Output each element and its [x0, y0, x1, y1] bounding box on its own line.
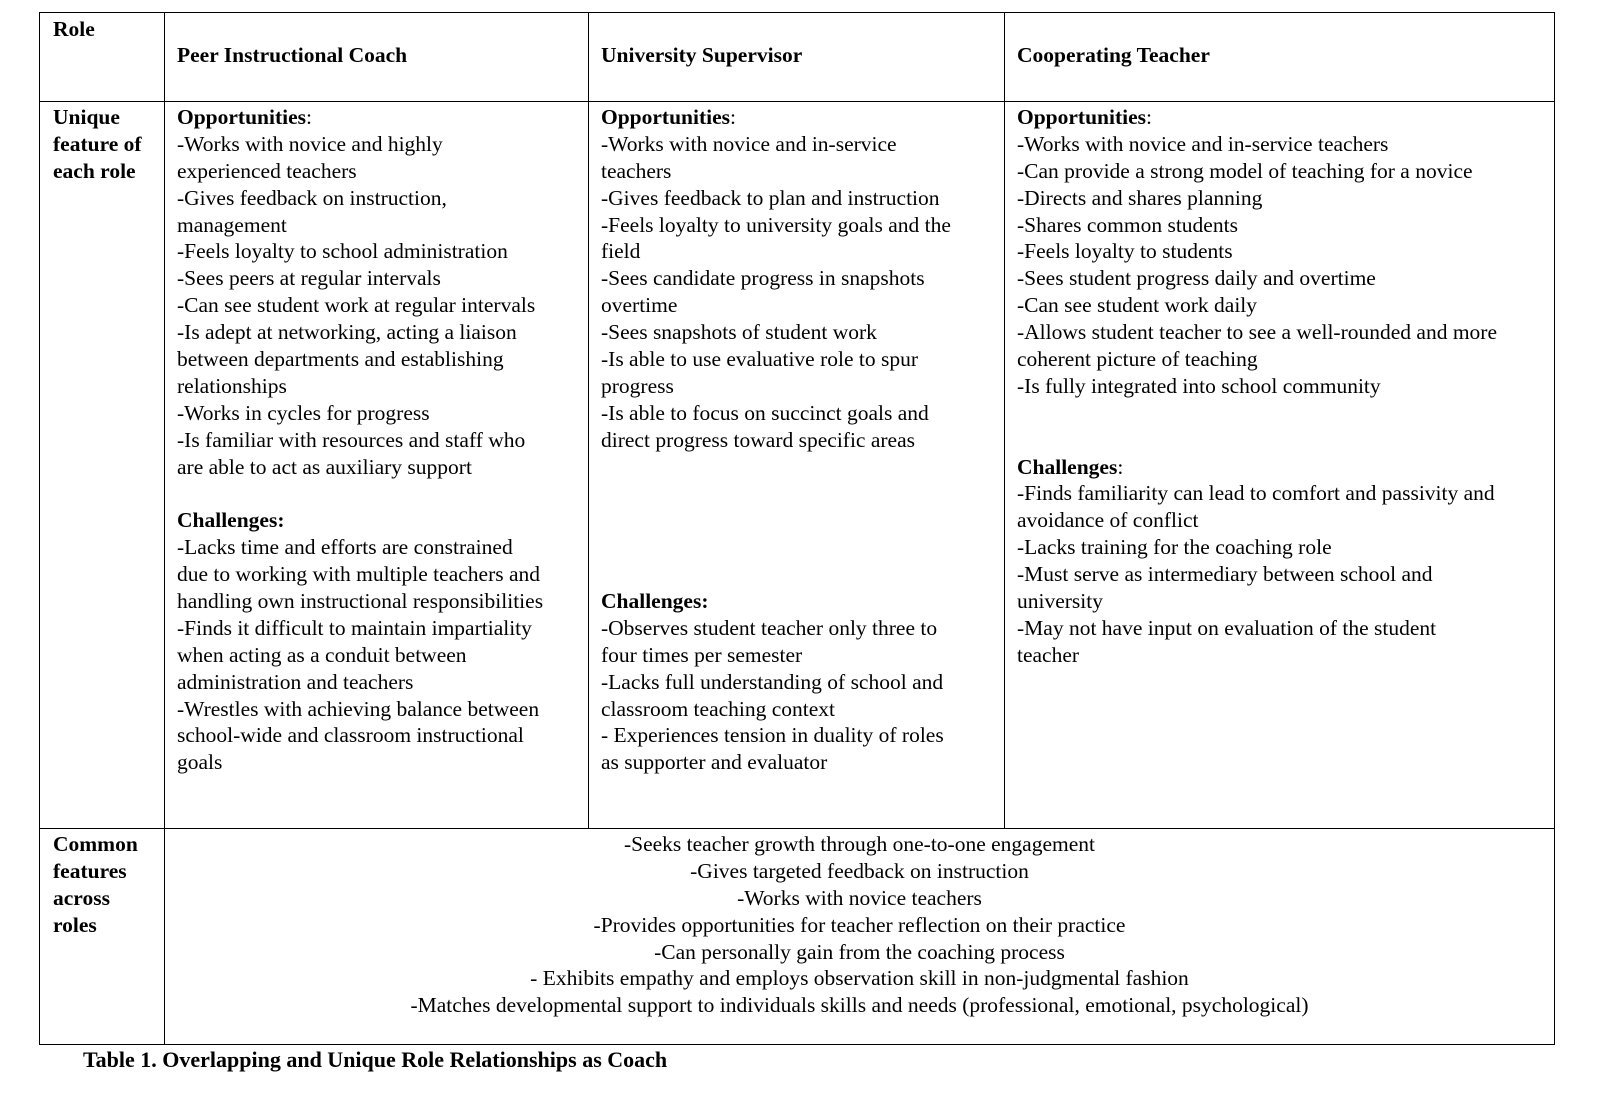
list-item: experienced teachers	[177, 158, 357, 183]
supervisor-header: University Supervisor	[601, 43, 803, 67]
list-item: -Shares common students	[1017, 212, 1238, 237]
list-item: -Lacks time and efforts are constrained	[177, 535, 513, 560]
list-item: -Is familiar with resources and staff who	[177, 427, 526, 452]
list-item: classroom teaching context	[601, 696, 836, 721]
list-item: avoidance of conflict	[1017, 508, 1199, 533]
list-item: field	[601, 239, 641, 264]
list-item: -Lacks full understanding of school and	[601, 669, 944, 694]
list-item: -Is able to focus on succinct goals and	[601, 400, 929, 425]
peer-coach-cell: Opportunities: -Works with novice and highly experienced teachers -Gives feedback on instruction, management -Feels loyalty to school administration -Sees peers at regular intervals -Can see student work at regular intervals -Is adept at networking, acting a liaison between departments and establishing relationships -Works in cycles for progress -Is familiar with resources and staff who are able to act as auxiliary support Challenges: -Lacks time and efforts are constrained due to working with multiple teachers and handling own instructional responsibilities -Finds it difficult to maintain impartiality when acting as a conduit between administration and teachers -Wrestles with achieving balance between school-wide and classroom instructional goals	[177, 105, 544, 775]
list-item: -Must serve as intermediary between school and	[1017, 562, 1433, 587]
list-item: -Can see student work daily	[1017, 293, 1258, 318]
list-item: -Directs and shares planning	[1017, 185, 1263, 210]
list-item: goals	[177, 750, 223, 775]
list-item: administration and teachers	[177, 669, 414, 694]
opportunities-heading: Opportunities	[601, 105, 731, 129]
list-item: -Wrestles with achieving balance between	[177, 696, 540, 721]
list-item: -Can provide a strong model of teaching for a novice	[1017, 158, 1473, 183]
list-item: -Gives feedback to plan and instruction	[601, 185, 940, 210]
list-item: -Observes student teacher only three to	[601, 615, 938, 640]
list-item: direct progress toward specific areas	[601, 427, 915, 452]
list-item: -Seeks teacher growth through one-to-one engagement	[623, 832, 1096, 856]
list-item: -Feels loyalty to students	[1017, 239, 1233, 264]
list-item: four times per semester	[601, 642, 803, 667]
unique-feature-label: Unique feature of each role	[53, 105, 142, 183]
list-item: -Feels loyalty to school administration	[177, 239, 508, 264]
peer-coach-header: Peer Instructional Coach	[177, 43, 408, 67]
list-item: coherent picture of teaching	[1017, 347, 1258, 372]
challenges-heading: Challenges:	[601, 589, 709, 614]
list-item: teachers	[601, 158, 672, 183]
list-item: -Gives targeted feedback on instruction	[690, 858, 1029, 883]
supervisor-cell: Opportunities: -Works with novice and in-service teachers -Gives feedback to plan and instruction -Feels loyalty to university goals and the field -Sees candidate progress in snapshots overtime -Sees snapshots of student work -Is able to use evaluative role to spur progress -Is able to focus on succinct goals and direct progress toward specific areas Challenges: -Observes student teacher only three to four times per semester -Lacks full understanding of school and classroom teaching context - Experiences tension in duality of roles as supporter and evaluator	[601, 105, 951, 775]
list-item: -Feels loyalty to university goals and the	[601, 212, 951, 237]
list-item: -Lacks training for the coaching role	[1017, 535, 1332, 560]
list-item: due to working with multiple teachers and	[177, 562, 541, 587]
list-item: -May not have input on evaluation of the student	[1017, 615, 1437, 640]
opportunities-heading: Opportunities	[177, 105, 307, 129]
list-item: -Works with novice and in-service teachers	[1017, 131, 1389, 156]
column-divider-2	[1004, 13, 1005, 828]
column-divider-1	[588, 13, 589, 828]
list-item: -Is adept at networking, acting a liaison	[177, 320, 517, 345]
list-item: -Can see student work at regular intervals	[177, 293, 536, 318]
list-item: -Works with novice and in-service	[601, 131, 897, 156]
list-item: -Is able to use evaluative role to spur	[601, 347, 919, 372]
cooperating-header: Cooperating Teacher	[1017, 43, 1210, 67]
opportunities-heading: Opportunities	[1017, 105, 1147, 129]
common-features-cell	[165, 831, 1554, 1019]
list-item: -Works with novice and highly	[177, 131, 443, 156]
list-item: -Is fully integrated into school community	[1017, 373, 1381, 398]
list-item: -Finds familiarity can lead to comfort and passivity and	[1017, 481, 1495, 506]
challenges-heading: Challenges	[1017, 454, 1118, 479]
list-item: handling own instructional responsibilities	[177, 589, 544, 614]
list-item: -Allows student teacher to see a well-rounded and more	[1017, 320, 1498, 345]
list-item: between departments and establishing	[177, 347, 504, 372]
list-item: -Matches developmental support to individuals skills and needs (professional, emotional, psychological)	[410, 993, 1309, 1018]
list-item: when acting as a conduit between	[177, 642, 467, 667]
list-item: -Can personally gain from the coaching process	[654, 939, 1065, 964]
role-comparison-table	[39, 12, 1555, 1045]
challenges-heading: Challenges:	[177, 508, 285, 533]
list-item: teacher	[1017, 642, 1080, 667]
table-caption: Table 1. Overlapping and Unique Role Relationships as Coach	[83, 1047, 668, 1072]
list-item: overtime	[601, 293, 678, 318]
list-item: -Provides opportunities for teacher reflection on their practice	[593, 912, 1126, 937]
list-item: as supporter and evaluator	[601, 750, 828, 775]
list-item: are able to act as auxiliary support	[177, 454, 472, 479]
list-item: -Sees student progress daily and overtime	[1017, 266, 1376, 291]
list-item: - Exhibits empathy and employs observation skill in non-judgmental fashion	[530, 966, 1189, 991]
common-features-label: Common features across roles	[53, 832, 138, 937]
header-divider	[40, 101, 1554, 102]
common-divider	[40, 828, 1554, 829]
list-item: -Sees peers at regular intervals	[177, 266, 441, 291]
list-item: - Experiences tension in duality of roles	[601, 723, 944, 748]
list-item: progress	[601, 373, 674, 398]
list-item: university	[1017, 589, 1103, 614]
list-item: -Works in cycles for progress	[177, 400, 430, 425]
list-item: relationships	[177, 373, 287, 398]
list-item: -Sees snapshots of student work	[601, 320, 877, 345]
list-item: -Sees candidate progress in snapshots	[601, 266, 925, 291]
list-item: -Finds it difficult to maintain impartiality	[177, 615, 532, 640]
list-item: management	[177, 212, 287, 237]
cooperating-cell: Opportunities: -Works with novice and in-service teachers -Can provide a strong model of teaching for a novice -Directs and shares planning -Shares common students -Feels loyalty to students -Sees student progress daily and overtime -Can see student work daily -Allows student teacher to see a well-rounded and more coherent picture of teaching -Is fully integrated into school community Challenges: -Finds familiarity can lead to comfort and passivity and avoidance of conflict -Lacks training for the coaching role -Must serve as intermediary between school and university -May not have input on evaluation of the student teacher	[1017, 105, 1498, 667]
list-item: school-wide and classroom instructional	[177, 723, 524, 748]
list-item: -Works with novice teachers	[737, 885, 982, 910]
role-header: Role	[53, 17, 95, 41]
list-item: -Gives feedback on instruction,	[177, 185, 447, 210]
